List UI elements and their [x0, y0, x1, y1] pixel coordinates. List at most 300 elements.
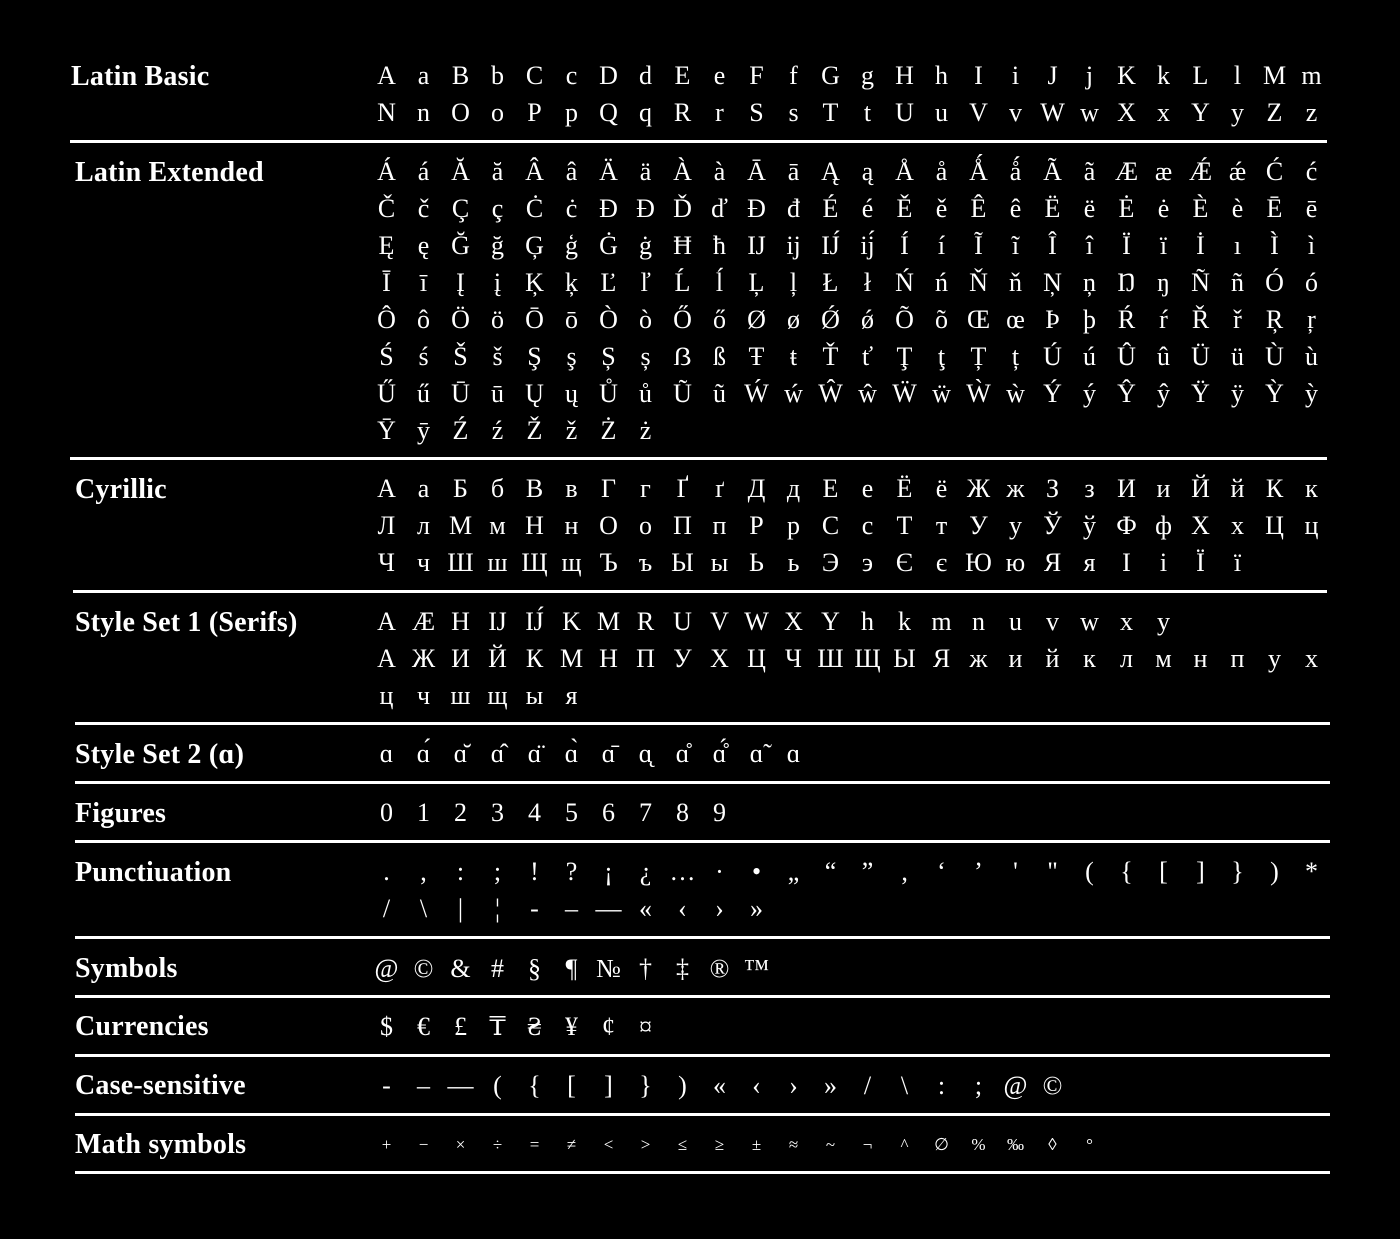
glyph: ɑ̊́ — [712, 739, 727, 768]
glyph: \ — [419, 894, 428, 923]
glyph-grid — [368, 735, 1330, 772]
glyph: ń — [935, 268, 948, 297]
glyph: ś — [418, 342, 429, 371]
glyph: а — [417, 474, 430, 503]
glyph: Ы — [893, 644, 916, 673]
glyph: ◊ — [1048, 1135, 1057, 1154]
glyph: Щ — [854, 644, 881, 673]
glyph: K — [1117, 61, 1136, 90]
glyph: d — [639, 61, 652, 90]
glyph: ¿ — [639, 857, 652, 886]
glyph: З — [1045, 474, 1060, 503]
glyph: Ш — [447, 548, 474, 577]
glyph: › — [789, 1071, 798, 1100]
glyph: ₸ — [489, 1012, 506, 1041]
glyph: M — [596, 607, 621, 636]
glyph: Ŧ — [748, 342, 765, 371]
glyph: ó — [1305, 268, 1318, 297]
glyph: П — [636, 644, 655, 673]
glyph: Ö — [451, 305, 470, 334]
glyph: Á — [377, 157, 396, 186]
glyph: ē — [1305, 194, 1318, 223]
glyph: L — [1192, 61, 1209, 90]
section-title: Cyrillic — [75, 474, 167, 505]
glyph: ь — [787, 548, 800, 577]
glyph: є — [935, 548, 948, 577]
glyph: Ч — [378, 548, 395, 577]
glyph: ç — [491, 194, 504, 223]
glyph: Ȳ — [377, 416, 396, 445]
glyph: W — [1040, 98, 1065, 127]
glyph-grid — [368, 1067, 1330, 1104]
glyph: Ж — [966, 474, 991, 503]
glyph: к — [1305, 474, 1318, 503]
glyph: ≥ — [714, 1135, 725, 1154]
glyph: ɑ — [379, 739, 394, 768]
glyph: Й — [488, 644, 507, 673]
section-title: Latin Basic — [71, 61, 210, 92]
glyph: ] — [1196, 857, 1205, 886]
glyph: m — [931, 607, 952, 636]
glyph: − — [418, 1135, 429, 1154]
glyph: ɑ̨ — [638, 739, 653, 768]
glyph: Ż — [600, 416, 617, 445]
glyph: ц — [379, 681, 394, 710]
glyph: Ŗ — [1265, 305, 1284, 334]
glyph: ж — [969, 644, 988, 673]
glyph: Ĳ — [488, 607, 507, 636]
glyph: ą — [861, 157, 874, 186]
glyph: D — [599, 61, 618, 90]
glyph: ¤ — [639, 1012, 652, 1041]
glyph: ŕ — [1159, 305, 1168, 334]
glyph: Ċ — [525, 194, 544, 223]
glyph: l — [1233, 61, 1242, 90]
glyph: ẅ — [932, 379, 951, 408]
glyph: Í — [900, 231, 909, 260]
glyph: й — [1045, 644, 1060, 673]
glyph: o — [491, 98, 504, 127]
glyph: в — [565, 474, 578, 503]
glyph: À — [673, 157, 692, 186]
glyph: e — [713, 61, 726, 90]
glyph: ä — [639, 157, 652, 186]
glyph: ‹ — [752, 1071, 761, 1100]
glyph: и — [1156, 474, 1171, 503]
glyph: ш — [450, 681, 471, 710]
glyph: ĺ — [715, 268, 724, 297]
glyph: ≈ — [788, 1135, 799, 1154]
glyph: đ — [787, 194, 800, 223]
glyph: ф — [1155, 511, 1172, 540]
glyph: ч — [416, 548, 431, 577]
glyph: Ы — [671, 548, 694, 577]
glyph: Я — [1043, 548, 1062, 577]
glyph: П — [673, 511, 692, 540]
glyph: Ţ — [896, 342, 913, 371]
glyph: ë — [1083, 194, 1096, 223]
glyph: Д — [747, 474, 766, 503]
glyph: Ů — [599, 379, 618, 408]
glyph: и — [1008, 644, 1023, 673]
glyph: x — [1120, 607, 1133, 636]
glyph: Ê — [970, 194, 987, 223]
glyph: Ï — [1122, 231, 1131, 260]
glyph: І — [1122, 548, 1131, 577]
glyph: ć — [1305, 157, 1318, 186]
glyph: ] — [604, 1071, 613, 1100]
glyph: с — [861, 511, 874, 540]
glyph: Ő — [673, 305, 692, 334]
glyph: Ď — [673, 194, 692, 223]
glyph: k — [1157, 61, 1170, 90]
glyph: ‘ — [937, 857, 946, 886]
glyph: ô — [417, 305, 430, 334]
glyph: ý — [1083, 379, 1096, 408]
glyph: С — [821, 511, 840, 540]
glyph: ч — [416, 681, 431, 710]
section-divider — [75, 781, 1330, 784]
glyph: Ё — [896, 474, 913, 503]
glyph: ? — [565, 857, 578, 886]
glyph-grid — [368, 1126, 1330, 1163]
glyph: ñ — [1231, 268, 1244, 297]
glyph: Ц — [747, 644, 766, 673]
glyph: Т — [896, 511, 913, 540]
glyph: Ґ — [676, 474, 689, 503]
section-title: Case-sensitive — [75, 1070, 246, 1101]
glyph: ы — [710, 548, 729, 577]
glyph: — — [447, 1071, 474, 1100]
glyph: / — [863, 1071, 872, 1100]
glyph: Į — [456, 268, 465, 297]
section-divider — [70, 457, 1327, 460]
glyph: m — [1301, 61, 1322, 90]
glyph: ^ — [900, 1135, 909, 1154]
glyph: Ź — [452, 416, 469, 445]
glyph: : — [937, 1071, 946, 1100]
glyph: Ă — [451, 157, 470, 186]
glyph: S — [749, 98, 764, 127]
glyph: C — [525, 61, 544, 90]
glyph: n — [417, 98, 430, 127]
glyph: q — [639, 98, 652, 127]
glyph: ў — [1083, 511, 1096, 540]
glyph: ľ — [640, 268, 651, 297]
glyph: Ь — [749, 548, 764, 577]
glyph: Н — [525, 511, 544, 540]
glyph: к — [1083, 644, 1096, 673]
glyph: ė — [1157, 194, 1170, 223]
glyph: ž — [565, 416, 578, 445]
glyph: ū — [491, 379, 504, 408]
glyph: ǻ — [1009, 157, 1022, 186]
glyph: à — [713, 157, 726, 186]
glyph: Ű — [377, 379, 396, 408]
glyph: щ — [487, 681, 508, 710]
glyph: £ — [454, 1012, 467, 1041]
glyph: м — [489, 511, 506, 540]
glyph: п — [712, 511, 727, 540]
glyph: ( — [493, 1071, 502, 1100]
glyph: 8 — [676, 798, 689, 827]
section-title: Math symbols — [75, 1129, 247, 1160]
glyph: f — [789, 61, 798, 90]
glyph: ğ — [491, 231, 504, 260]
glyph: ß — [713, 342, 726, 371]
glyph: Š — [453, 342, 468, 371]
glyph: № — [596, 954, 621, 983]
glyph: è — [1231, 194, 1244, 223]
glyph: › — [715, 894, 724, 923]
glyph: ” — [861, 857, 874, 886]
glyph: ɑ̃ — [749, 739, 764, 768]
glyph: А — [377, 644, 396, 673]
glyph: Û — [1117, 342, 1136, 371]
glyph: Ę — [378, 231, 395, 260]
section-divider — [75, 936, 1330, 939]
glyph: х — [1231, 511, 1244, 540]
glyph: ) — [1270, 857, 1279, 886]
glyph: á — [417, 157, 430, 186]
glyph: @ — [374, 954, 399, 983]
glyph: Ã — [1043, 157, 1062, 186]
glyph: Ğ — [451, 231, 470, 260]
glyph: Đ — [747, 194, 766, 223]
glyph: V — [710, 607, 729, 636]
glyph: r — [715, 98, 724, 127]
glyph: Z — [1266, 98, 1283, 127]
glyph: z — [1305, 98, 1318, 127]
glyph: ź — [491, 416, 504, 445]
glyph: Ъ — [599, 548, 618, 577]
glyph: Ș — [601, 342, 616, 371]
glyph: Ū — [451, 379, 470, 408]
glyph: Đ — [636, 194, 655, 223]
glyph: Ў — [1043, 511, 1062, 540]
glyph: п — [1230, 644, 1245, 673]
glyph: \ — [900, 1071, 909, 1100]
glyph: t — [863, 98, 872, 127]
glyph: @ — [1003, 1071, 1028, 1100]
glyph: K — [562, 607, 581, 636]
glyph: N — [377, 98, 396, 127]
glyph: ǿ — [861, 305, 874, 334]
glyph: " — [1047, 857, 1058, 886]
glyph: ĳ́ — [860, 231, 875, 260]
glyph: p — [565, 98, 578, 127]
glyph: В — [525, 474, 544, 503]
glyph-grid — [368, 853, 1330, 927]
glyph: X — [784, 607, 803, 636]
glyph: s — [788, 98, 799, 127]
glyph: ¡ — [604, 857, 613, 886]
glyph: Й — [1191, 474, 1210, 503]
glyph: ¥ — [565, 1012, 578, 1041]
glyph: ш — [487, 548, 508, 577]
glyph: э — [861, 548, 874, 577]
glyph: Є — [895, 548, 914, 577]
glyph: „ — [787, 857, 800, 886]
glyph: Č — [377, 194, 396, 223]
glyph: Ỳ — [1265, 379, 1284, 408]
glyph: Ю — [965, 548, 992, 577]
glyph — [1182, 603, 1219, 640]
glyph: Ĳ — [747, 231, 766, 260]
glyph: Ž — [526, 416, 543, 445]
glyph: Ẅ — [892, 379, 917, 408]
glyph: ō — [565, 305, 578, 334]
glyph: # — [491, 954, 504, 983]
glyph: б — [490, 474, 505, 503]
glyph: ê — [1009, 194, 1022, 223]
glyph: H — [895, 61, 914, 90]
glyph: G — [821, 61, 840, 90]
glyph: · — [715, 857, 724, 886]
glyph: ŷ — [1157, 379, 1170, 408]
glyph: þ — [1083, 305, 1096, 334]
glyph: Ě — [896, 194, 913, 223]
glyph: ɑ̆ — [453, 739, 468, 768]
glyph: Ň — [969, 268, 988, 297]
glyph: – — [565, 894, 578, 923]
glyph: ø — [787, 305, 800, 334]
glyph: ɑ̂ — [490, 739, 505, 768]
glyph: € — [417, 1012, 430, 1041]
section-divider — [73, 590, 1327, 593]
glyph: į — [493, 268, 502, 297]
glyph: ŋ — [1157, 268, 1170, 297]
glyph: 6 — [602, 798, 615, 827]
glyph: Ŷ — [1117, 379, 1136, 408]
glyph: Ш — [817, 644, 844, 673]
glyph: å — [935, 157, 948, 186]
glyph: ™ — [743, 954, 770, 983]
glyph: Ц — [1265, 511, 1284, 540]
section-divider — [75, 840, 1330, 843]
glyph: c — [565, 61, 578, 90]
glyph-grid — [368, 794, 1330, 831]
glyph: я — [1083, 548, 1096, 577]
glyph: k — [898, 607, 911, 636]
glyph: Ş — [527, 342, 542, 371]
glyph: ī — [419, 268, 428, 297]
glyph: Ĳ́ — [821, 231, 840, 260]
glyph: Ẁ — [966, 379, 991, 408]
glyph: : — [456, 857, 465, 886]
glyph: ɑ̊ — [675, 739, 690, 768]
glyph: { — [1120, 857, 1133, 886]
glyph: ÿ — [1231, 379, 1244, 408]
glyph: ş — [566, 342, 577, 371]
glyph: č — [417, 194, 430, 223]
glyph: К — [525, 644, 544, 673]
section-divider — [75, 722, 1330, 725]
glyph: ĩ — [1011, 231, 1020, 260]
glyph: Ā — [747, 157, 766, 186]
glyph: ¢ — [602, 1012, 615, 1041]
glyph: © — [1042, 1071, 1063, 1100]
glyph: ŧ — [789, 342, 798, 371]
glyph: Ŕ — [1117, 305, 1136, 334]
glyph: š — [492, 342, 503, 371]
glyph: h — [861, 607, 874, 636]
glyph: Я — [932, 644, 951, 673]
glyph: É — [822, 194, 839, 223]
glyph: Õ — [895, 305, 914, 334]
glyph: Л — [377, 511, 396, 540]
glyph: O — [451, 98, 470, 127]
glyph: ‚ — [900, 857, 909, 886]
glyph: ɑ̈ — [527, 739, 542, 768]
glyph: і — [1159, 548, 1168, 577]
glyph: ỳ — [1305, 379, 1318, 408]
glyph: ő — [713, 305, 726, 334]
glyph: е — [861, 474, 874, 503]
glyph: Ľ — [600, 268, 617, 297]
glyph: v — [1046, 607, 1059, 636]
glyph: Ñ — [1191, 268, 1210, 297]
glyph — [1219, 603, 1256, 640]
glyph: $ — [380, 1012, 393, 1041]
glyph: ü — [1231, 342, 1244, 371]
glyph: Ü — [1191, 342, 1210, 371]
glyph: Б — [453, 474, 468, 503]
glyph: ı — [1233, 231, 1242, 260]
glyph: 5 — [565, 798, 578, 827]
glyph: ъ — [638, 548, 653, 577]
glyph: R — [636, 607, 655, 636]
glyph: ű — [417, 379, 430, 408]
glyph: A — [377, 607, 396, 636]
glyph: Ÿ — [1191, 379, 1210, 408]
glyph: д — [786, 474, 801, 503]
glyph: İ — [1196, 231, 1205, 260]
glyph: ŗ — [1307, 305, 1316, 334]
glyph: ň — [1009, 268, 1022, 297]
glyph: W — [744, 607, 769, 636]
section-divider — [75, 1054, 1330, 1057]
glyph: ; — [493, 857, 502, 886]
glyph: г — [640, 474, 651, 503]
glyph: — — [595, 894, 622, 923]
glyph: Ņ — [1043, 268, 1062, 297]
glyph: р — [787, 511, 800, 540]
glyph: æ — [1154, 157, 1173, 186]
glyph: ť — [861, 342, 874, 371]
glyph: ĳ — [786, 231, 801, 260]
glyph: † — [639, 954, 652, 983]
glyph: Ĩ — [974, 231, 983, 260]
glyph: â — [565, 157, 578, 186]
glyph: У — [673, 644, 692, 673]
glyph: Х — [1191, 511, 1210, 540]
glyph: i — [1011, 61, 1020, 90]
glyph: J — [1047, 61, 1058, 90]
glyph: + — [381, 1135, 392, 1154]
glyph: Ä — [599, 157, 618, 186]
glyph: H — [451, 607, 470, 636]
glyph: . — [383, 857, 390, 886]
glyph: 2 — [454, 798, 467, 827]
glyph: ǽ — [1228, 157, 1247, 186]
glyph: ¶ — [565, 954, 578, 983]
glyph: Ú — [1043, 342, 1062, 371]
glyph: î — [1085, 231, 1094, 260]
glyph: Ǽ — [1188, 157, 1213, 186]
glyph: í — [937, 231, 946, 260]
glyph: ï — [1159, 231, 1168, 260]
